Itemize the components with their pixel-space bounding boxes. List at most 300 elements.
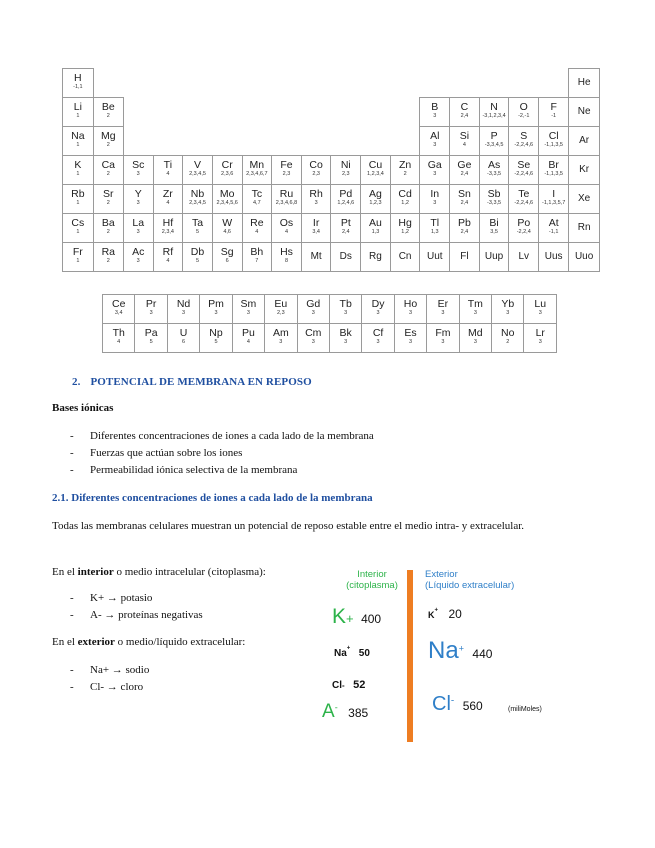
element-cell-cn bbox=[390, 243, 420, 272]
element-cell-sg bbox=[212, 243, 242, 272]
element-cell-am bbox=[265, 324, 297, 353]
oxidation-states: 3 bbox=[311, 310, 315, 316]
blank-cell bbox=[242, 127, 272, 156]
section-title: POTENCIAL DE MEMBRANA EN REPOSO bbox=[90, 376, 312, 388]
blank-cell bbox=[361, 98, 391, 127]
blank-cell bbox=[242, 69, 272, 98]
element-symbol: Fr bbox=[72, 246, 83, 258]
oxidation-states: 2,3 bbox=[276, 310, 285, 316]
element-cell-rh bbox=[301, 185, 331, 214]
oxidation-states: 1,3 bbox=[430, 229, 439, 235]
element-symbol: Sg bbox=[220, 246, 234, 258]
section-2-heading bbox=[72, 376, 312, 388]
element-symbol: Re bbox=[250, 217, 264, 229]
membrane-bar bbox=[407, 570, 413, 742]
element-cell-n bbox=[479, 98, 509, 127]
list-item: - K+ → potasio bbox=[70, 592, 153, 604]
element-symbol: Au bbox=[369, 217, 382, 229]
oxidation-states: -1,1,3,5 bbox=[544, 142, 563, 148]
element-symbol: As bbox=[487, 159, 501, 171]
element-symbol: Ce bbox=[111, 298, 126, 310]
oxidation-states: 3 bbox=[538, 339, 542, 345]
oxidation-states: 2,4 bbox=[460, 200, 469, 206]
blank-cell bbox=[242, 98, 272, 127]
element-cell-at bbox=[539, 214, 569, 243]
element-symbol: P bbox=[490, 130, 498, 142]
element-cell-xe bbox=[569, 185, 600, 214]
element-symbol: Be bbox=[101, 101, 115, 113]
element-cell-ge bbox=[450, 156, 480, 185]
element-symbol: Ar bbox=[579, 135, 590, 146]
element-cell-cl bbox=[539, 127, 569, 156]
element-cell-uut bbox=[420, 243, 450, 272]
element-cell-lu bbox=[524, 295, 557, 324]
oxidation-states: 2 bbox=[106, 229, 110, 235]
element-symbol: In bbox=[430, 188, 440, 200]
oxidation-states: 5 bbox=[149, 339, 153, 345]
element-symbol: Mt bbox=[310, 251, 322, 262]
element-symbol: Cu bbox=[368, 159, 383, 171]
element-symbol: Uuo bbox=[574, 251, 594, 262]
table-row bbox=[63, 156, 600, 185]
element-cell-eu bbox=[265, 295, 297, 324]
element-cell-dy bbox=[362, 295, 394, 324]
interior-ion-k: K+ 400 bbox=[332, 605, 382, 628]
element-cell-cf bbox=[362, 324, 394, 353]
oxidation-states: 3 bbox=[433, 171, 437, 177]
element-cell-pm bbox=[200, 295, 232, 324]
oxidation-states: 4 bbox=[284, 229, 289, 235]
element-symbol: Ta bbox=[191, 217, 204, 229]
element-cell-lr bbox=[524, 324, 557, 353]
element-cell-te bbox=[509, 185, 539, 214]
element-cell-v bbox=[183, 156, 213, 185]
element-symbol: Tc bbox=[251, 188, 263, 200]
table-row bbox=[63, 69, 600, 98]
element-cell-u bbox=[167, 324, 199, 353]
element-cell-co bbox=[301, 156, 331, 185]
element-symbol: Pr bbox=[145, 298, 157, 310]
blank-cell bbox=[331, 98, 361, 127]
element-cell-as bbox=[479, 156, 509, 185]
element-cell-tl bbox=[420, 214, 450, 243]
element-cell-ds bbox=[331, 243, 361, 272]
list-item: - A- → proteínas negativas bbox=[70, 609, 203, 621]
element-symbol: Cs bbox=[71, 217, 85, 229]
element-cell-se bbox=[509, 156, 539, 185]
oxidation-states: 3 bbox=[376, 310, 380, 316]
element-symbol: Lv bbox=[518, 251, 530, 262]
element-symbol: Rf bbox=[162, 246, 174, 258]
element-symbol: Np bbox=[209, 327, 223, 339]
oxidation-states: 3 bbox=[214, 310, 218, 316]
blank-cell bbox=[479, 69, 509, 98]
list-item: - Fuerzas que actúan sobre los iones bbox=[70, 447, 243, 459]
element-cell-cs bbox=[63, 214, 94, 243]
element-cell-al bbox=[420, 127, 450, 156]
oxidation-states: 2 bbox=[506, 339, 510, 345]
oxidation-states: -3,1,2,3,4 bbox=[482, 113, 506, 119]
element-cell-gd bbox=[297, 295, 329, 324]
element-symbol: Ag bbox=[369, 188, 382, 200]
oxidation-states: -3,3,5 bbox=[487, 171, 502, 177]
oxidation-states: -1,1,3,5 bbox=[544, 171, 563, 177]
element-symbol: Pm bbox=[208, 298, 224, 310]
element-cell-c bbox=[450, 98, 480, 127]
oxidation-states: 3 bbox=[246, 310, 250, 316]
oxidation-states: 3 bbox=[136, 229, 140, 235]
oxidation-states: -1,1,3,5,7 bbox=[542, 200, 566, 206]
element-symbol: Er bbox=[437, 298, 449, 310]
element-cell-pu bbox=[232, 324, 264, 353]
element-symbol: Si bbox=[459, 130, 470, 142]
blank-cell bbox=[301, 127, 331, 156]
element-cell-na bbox=[63, 127, 94, 156]
element-cell-in bbox=[420, 185, 450, 214]
element-symbol: Yb bbox=[501, 298, 515, 310]
element-symbol: Pb bbox=[458, 217, 471, 229]
blank-cell bbox=[420, 69, 450, 98]
oxidation-states: 4 bbox=[462, 142, 466, 148]
element-cell-ra bbox=[93, 243, 123, 272]
exterior-ion-na: Na+ 440 bbox=[428, 637, 493, 664]
oxidation-states: 3 bbox=[149, 310, 153, 316]
element-symbol: B bbox=[431, 101, 439, 113]
element-cell-ga bbox=[420, 156, 450, 185]
element-symbol: Uup bbox=[484, 251, 504, 262]
list-item: - Diferentes concentraciones de iones a cada lado de la membrana bbox=[70, 430, 374, 442]
oxidation-states: 2 bbox=[106, 171, 110, 177]
element-cell-re bbox=[242, 214, 272, 243]
element-symbol: Pd bbox=[339, 188, 353, 200]
element-cell-sn bbox=[450, 185, 480, 214]
element-symbol: Pu bbox=[241, 327, 255, 339]
element-symbol: Sb bbox=[487, 188, 501, 200]
element-symbol: No bbox=[501, 327, 515, 339]
interior-line: En el interior o medio intracelular (citoplasma): bbox=[52, 566, 266, 578]
ion-concentration-figure bbox=[318, 565, 563, 745]
element-cell-mg bbox=[93, 127, 123, 156]
element-symbol: Md bbox=[468, 327, 483, 339]
section-number: 2. bbox=[72, 376, 81, 388]
oxidation-states: 3 bbox=[538, 310, 542, 316]
exterior-label: Exterior (Líquido extracelular) bbox=[425, 569, 515, 591]
element-symbol: Sr bbox=[103, 188, 114, 200]
oxidation-states: 3 bbox=[473, 310, 477, 316]
blank-cell bbox=[301, 98, 331, 127]
element-symbol: Dy bbox=[371, 298, 385, 310]
element-symbol: Ir bbox=[312, 217, 320, 229]
periodic-table-f-block bbox=[102, 294, 557, 353]
element-cell-th bbox=[103, 324, 135, 353]
oxidation-states: 1 bbox=[76, 142, 80, 148]
element-cell-zr bbox=[153, 185, 183, 214]
element-cell-p bbox=[479, 127, 509, 156]
element-symbol: Te bbox=[518, 188, 530, 200]
oxidation-states: -3,3,5 bbox=[487, 200, 502, 206]
oxidation-states: 2,3,6 bbox=[221, 171, 234, 177]
element-symbol: Es bbox=[404, 327, 417, 339]
list-item: - Cl- → cloro bbox=[70, 681, 144, 693]
element-symbol: Kr bbox=[579, 164, 590, 175]
oxidation-states: 2,3,4,5 bbox=[189, 200, 206, 206]
element-symbol: Ti bbox=[163, 159, 173, 171]
element-symbol: Sc bbox=[132, 159, 145, 171]
element-symbol: I bbox=[552, 188, 556, 200]
element-symbol: Zn bbox=[398, 159, 412, 171]
oxidation-states: 5 bbox=[195, 258, 200, 264]
oxidation-states: 1,2,3 bbox=[369, 200, 382, 206]
element-symbol: N bbox=[490, 101, 498, 113]
element-cell-pb bbox=[450, 214, 480, 243]
oxidation-states: 3 bbox=[433, 113, 437, 119]
oxidation-states: 3 bbox=[433, 200, 437, 206]
oxidation-states: 3,4 bbox=[312, 229, 320, 235]
oxidation-states: 1 bbox=[76, 113, 80, 119]
element-cell-md bbox=[459, 324, 491, 353]
element-symbol: U bbox=[179, 327, 188, 339]
element-symbol: Mo bbox=[219, 188, 235, 200]
table-row bbox=[63, 214, 600, 243]
oxidation-states: 3 bbox=[279, 339, 283, 345]
blank-cell bbox=[183, 127, 213, 156]
element-symbol: Ni bbox=[340, 159, 351, 171]
element-cell-hf bbox=[153, 214, 183, 243]
element-symbol: Eu bbox=[274, 298, 288, 310]
element-cell-nb bbox=[183, 185, 213, 214]
element-cell-o bbox=[509, 98, 539, 127]
intro-paragraph: Todas las membranas celulares muestran un potencial de reposo estable entre el medio intra- y extracelular. bbox=[52, 520, 525, 532]
oxidation-states: 3 bbox=[441, 310, 445, 316]
element-cell-la bbox=[123, 214, 153, 243]
element-cell-cu bbox=[361, 156, 391, 185]
element-symbol: Ga bbox=[427, 159, 442, 171]
element-cell-i bbox=[539, 185, 569, 214]
oxidation-states: 3 bbox=[408, 339, 413, 345]
blank-cell bbox=[509, 69, 539, 98]
element-cell-s bbox=[509, 127, 539, 156]
element-cell-rg bbox=[361, 243, 391, 272]
element-symbol: Li bbox=[73, 101, 82, 113]
oxidation-states: 5 bbox=[214, 339, 218, 345]
oxidation-states: 3 bbox=[441, 339, 445, 345]
oxidation-states: 2,3 bbox=[312, 171, 320, 177]
element-symbol: Cl bbox=[548, 130, 559, 142]
element-symbol: At bbox=[548, 217, 559, 229]
bases-label: Bases iónicas bbox=[52, 402, 114, 414]
interior-label: Interior (citoplasma) bbox=[346, 569, 398, 591]
element-symbol: V bbox=[194, 159, 202, 171]
oxidation-states: 5 bbox=[195, 229, 200, 235]
element-symbol: Bk bbox=[339, 327, 352, 339]
element-symbol: Al bbox=[430, 130, 440, 142]
element-symbol: W bbox=[222, 217, 233, 229]
element-cell-lv bbox=[509, 243, 539, 272]
element-cell-k bbox=[63, 156, 94, 185]
element-symbol: Os bbox=[279, 217, 294, 229]
element-cell-rn bbox=[569, 214, 600, 243]
list-item: - Permeabilidad iónica selectiva de la membrana bbox=[70, 464, 298, 476]
element-cell-zn bbox=[390, 156, 420, 185]
oxidation-states: 3 bbox=[473, 339, 477, 345]
blank-cell bbox=[390, 127, 420, 156]
element-symbol: Br bbox=[548, 159, 559, 171]
oxidation-states: 4 bbox=[246, 339, 250, 345]
element-cell-f bbox=[539, 98, 569, 127]
oxidation-states: 1 bbox=[76, 229, 80, 235]
table-row bbox=[63, 243, 600, 272]
element-cell-uup bbox=[479, 243, 509, 272]
element-symbol: Am bbox=[272, 327, 289, 339]
element-cell-b bbox=[420, 98, 450, 127]
element-symbol: Pa bbox=[144, 327, 158, 339]
blank-cell bbox=[212, 98, 242, 127]
element-cell-fe bbox=[272, 156, 302, 185]
element-symbol: Cr bbox=[221, 159, 233, 171]
interior-ion-cl: Cl- 52 bbox=[332, 679, 366, 691]
oxidation-states: 1,3 bbox=[371, 229, 380, 235]
element-cell-ba bbox=[93, 214, 123, 243]
oxidation-states: 2,3,4,6,7 bbox=[246, 171, 268, 177]
element-cell-ca bbox=[93, 156, 123, 185]
element-symbol: Co bbox=[309, 159, 323, 171]
element-symbol: Fl bbox=[460, 251, 469, 262]
blank-cell bbox=[153, 69, 183, 98]
element-symbol: Tm bbox=[467, 298, 483, 310]
oxidation-states: -2,2,4,6 bbox=[514, 200, 534, 206]
element-symbol: Ne bbox=[577, 106, 591, 117]
element-cell-pd bbox=[331, 185, 361, 214]
blank-cell bbox=[331, 127, 361, 156]
element-cell-fm bbox=[427, 324, 459, 353]
element-symbol: Ds bbox=[339, 251, 352, 262]
oxidation-states: 2,3,4,6,8 bbox=[275, 200, 298, 206]
element-symbol: Th bbox=[112, 327, 125, 339]
blank-cell bbox=[361, 127, 391, 156]
element-cell-ti bbox=[153, 156, 183, 185]
oxidation-states: 4 bbox=[166, 200, 170, 206]
element-symbol: Ho bbox=[403, 298, 418, 310]
element-cell-bk bbox=[329, 324, 361, 353]
bases-list bbox=[52, 428, 374, 479]
oxidation-states: 3 bbox=[433, 142, 437, 148]
element-cell-os bbox=[272, 214, 302, 243]
element-cell-w bbox=[212, 214, 242, 243]
element-cell-mo bbox=[212, 185, 242, 214]
element-symbol: Ru bbox=[279, 188, 294, 200]
blank-cell bbox=[212, 69, 242, 98]
oxidation-states: 3 bbox=[376, 339, 380, 345]
element-symbol: Hf bbox=[162, 217, 174, 229]
blank-cell bbox=[390, 98, 420, 127]
element-cell-es bbox=[394, 324, 426, 353]
element-cell-sm bbox=[232, 295, 264, 324]
element-cell-rf bbox=[153, 243, 183, 272]
blank-cell bbox=[183, 69, 213, 98]
element-cell-ta bbox=[183, 214, 213, 243]
element-cell-uuo bbox=[569, 243, 600, 272]
oxidation-states: 3 bbox=[182, 310, 186, 316]
oxidation-states: 3 bbox=[344, 310, 348, 316]
element-symbol: O bbox=[519, 101, 528, 113]
element-cell-be bbox=[93, 98, 123, 127]
element-symbol: Sn bbox=[458, 188, 471, 200]
element-symbol: Cd bbox=[398, 188, 412, 200]
element-cell-mt bbox=[301, 243, 331, 272]
element-cell-si bbox=[450, 127, 480, 156]
oxidation-states: -2,2,4,6 bbox=[514, 142, 534, 148]
element-symbol: Na bbox=[71, 130, 85, 142]
oxidation-states: 6 bbox=[225, 258, 229, 264]
interior-ion-na: Na+ 50 bbox=[334, 645, 370, 659]
element-symbol: Mn bbox=[249, 159, 265, 171]
oxidation-states: 4 bbox=[117, 339, 121, 345]
oxidation-states: 3 bbox=[314, 200, 318, 206]
exterior-list bbox=[52, 662, 149, 696]
element-symbol: Tb bbox=[339, 298, 352, 310]
element-cell-h bbox=[63, 69, 94, 98]
element-cell-sc bbox=[123, 156, 153, 185]
element-symbol: S bbox=[520, 130, 528, 142]
periodic-table bbox=[62, 68, 600, 272]
element-cell-bi bbox=[479, 214, 509, 243]
blank-cell bbox=[272, 69, 302, 98]
oxidation-states: 3 bbox=[311, 339, 315, 345]
oxidation-states: 2,3 bbox=[282, 171, 291, 177]
element-cell-cm bbox=[297, 324, 329, 353]
blank-cell bbox=[301, 69, 331, 98]
table-row bbox=[103, 324, 557, 353]
oxidation-states: 2,4 bbox=[460, 113, 469, 119]
table-row bbox=[63, 127, 600, 156]
element-cell-au bbox=[361, 214, 391, 243]
section-2-1-heading: 2.1. Diferentes concentraciones de iones a cada lado de la membrana bbox=[52, 492, 373, 504]
blank-cell bbox=[331, 69, 361, 98]
element-symbol: Bi bbox=[489, 217, 499, 229]
oxidation-states: 4 bbox=[255, 229, 259, 235]
oxidation-states: 3 bbox=[136, 258, 140, 264]
oxidation-states: 4,6 bbox=[223, 229, 231, 235]
element-cell-fl bbox=[450, 243, 480, 272]
element-cell-pa bbox=[135, 324, 167, 353]
element-cell-nd bbox=[167, 295, 199, 324]
element-cell-ar bbox=[569, 127, 600, 156]
element-symbol: Lu bbox=[534, 298, 547, 310]
element-cell-y bbox=[123, 185, 153, 214]
element-symbol: Ge bbox=[457, 159, 472, 171]
element-symbol: Uut bbox=[426, 251, 443, 262]
element-symbol: Nb bbox=[190, 188, 205, 200]
element-cell-ho bbox=[394, 295, 426, 324]
blank-cell bbox=[212, 127, 242, 156]
oxidation-states: 1 bbox=[76, 171, 80, 177]
element-symbol: Ac bbox=[132, 246, 145, 258]
blank-cell bbox=[539, 69, 569, 98]
element-symbol: Sm bbox=[240, 298, 257, 310]
oxidation-states: 2 bbox=[106, 113, 110, 119]
table-row bbox=[63, 185, 600, 214]
exterior-ion-k: K+ 20 bbox=[428, 607, 462, 621]
element-symbol: Pt bbox=[340, 217, 351, 229]
element-symbol: He bbox=[577, 77, 591, 88]
oxidation-states: 2 bbox=[403, 171, 407, 177]
element-cell-uus bbox=[539, 243, 569, 272]
element-cell-sr bbox=[93, 185, 123, 214]
element-cell-kr bbox=[569, 156, 600, 185]
element-cell-no bbox=[492, 324, 524, 353]
oxidation-states: -2,-1 bbox=[518, 113, 530, 119]
oxidation-states: 1,2 bbox=[401, 229, 409, 235]
